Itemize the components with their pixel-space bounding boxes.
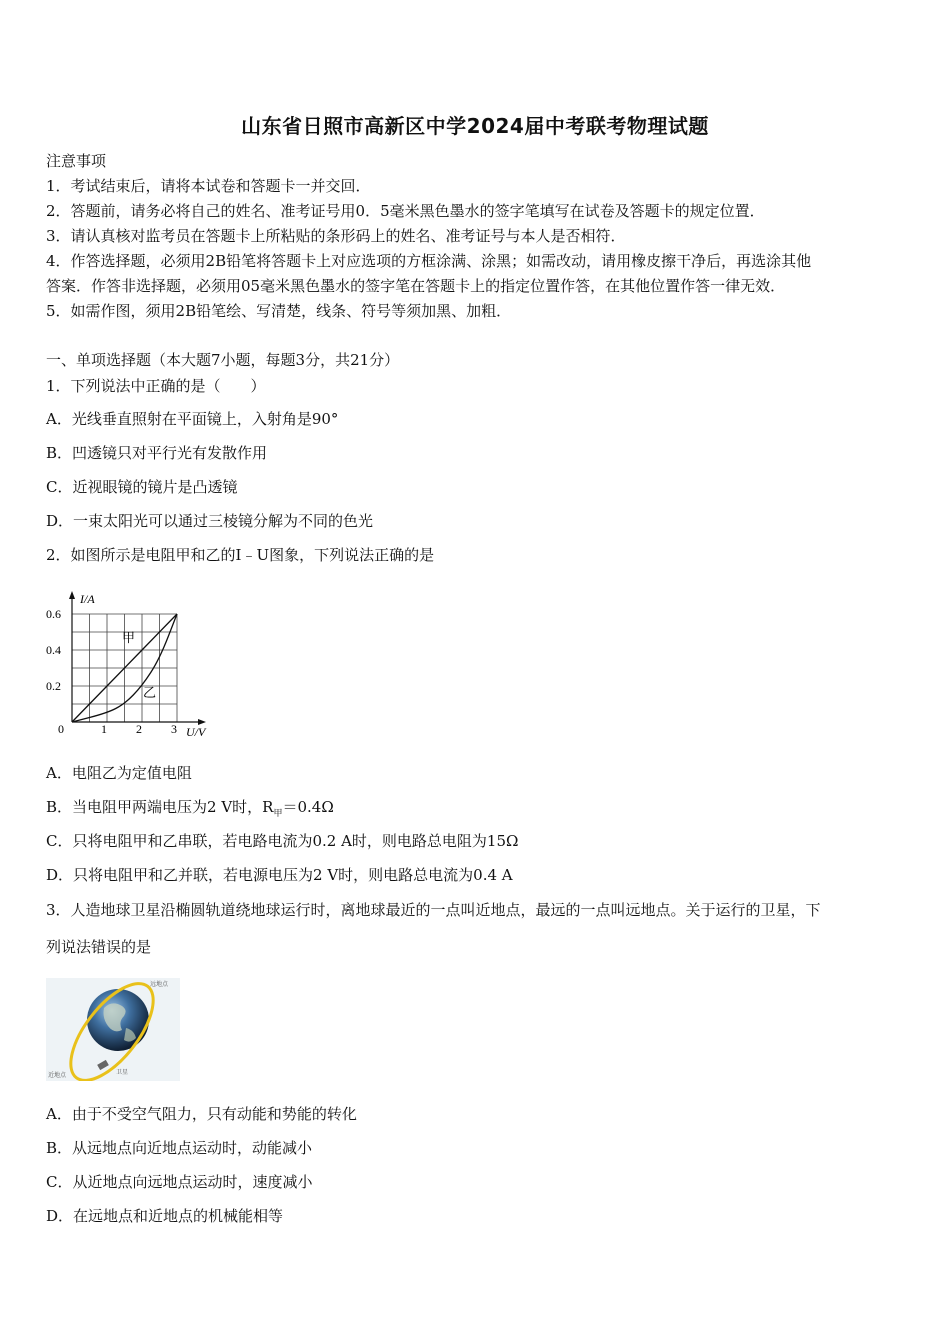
question-2-option-d: D．只将电阻甲和乙并联，若电源电压为2 V时，则电路总电流为0.4 A — [46, 866, 513, 884]
satellite-label: 卫星 — [116, 1070, 129, 1076]
question-2-option-a: A．电阻乙为定值电阻 — [46, 764, 192, 782]
series-yi-label: 乙 — [143, 685, 157, 700]
x-axis-label: U/V — [186, 725, 206, 739]
question-3-stem: 3．人造地球卫星沿椭圆轨道绕地球运行时，离地球最近的一点叫近地点，最远的一点叫远地点。关于运行的卫星，下 — [46, 901, 821, 919]
question-2-option-b — [46, 797, 334, 824]
question-3-option-b: B．从远地点向近地点运动时，动能减小 — [46, 1139, 313, 1157]
option-b-tail: ＝0.4Ω — [282, 798, 334, 816]
question-3-stem-cont: 列说法错误的是 — [46, 938, 152, 956]
x-tick-label: 0 — [58, 722, 64, 736]
question-1-stem: 1．下列说法中正确的是（ ） — [46, 377, 266, 395]
far-point-label: 远地点 — [150, 982, 169, 988]
notice-item: 3．请认真核对监考员在答题卡上所粘贴的条形码上的姓名、准考证号与本人是否相符． — [46, 227, 626, 245]
question-2-stem: 2．如图所示是电阻甲和乙的I﹣U图象，下列说法正确的是 — [46, 546, 435, 564]
iu-graph — [40, 588, 220, 740]
question-3-option-c: C．从近地点向远地点运动时，速度减小 — [46, 1173, 313, 1191]
notice-item: 5．如需作图，须用2B铅笔绘、写清楚，线条、符号等须加黑、加粗． — [46, 302, 512, 320]
x-tick-label: 3 — [171, 722, 177, 736]
notice-heading: 注意事项 — [46, 152, 107, 170]
satellite-orbit-figure — [46, 978, 180, 1081]
x-tick-label: 1 — [101, 722, 107, 736]
y-tick-label: 0.6 — [46, 607, 61, 621]
question-3-option-d: D．在远地点和近地点的机械能相等 — [46, 1207, 284, 1225]
question-3-option-a: A．由于不受空气阻力，只有动能和势能的转化 — [46, 1105, 357, 1123]
y-tick-label: 0.4 — [46, 643, 61, 657]
y-axis-arrow — [69, 591, 75, 599]
option-b-text: B．当电阻甲两端电压为2 V时，R — [46, 798, 274, 816]
question-1-option-d: D．一束太阳光可以通过三棱镜分解为不同的色光 — [46, 512, 374, 530]
section-heading: 一、单项选择题（本大题7小题，每题3分，共21分） — [46, 351, 400, 369]
question-2-option-c: C．只将电阻甲和乙串联，若电路电流为0.2 A时，则电路总电阻为15Ω — [46, 832, 519, 850]
option-b-subscript: 甲 — [273, 809, 283, 819]
notice-item: 2．答题前，请务必将自己的姓名、准考证号用0．5毫米黑色墨水的签字笔填写在试卷及答题卡的规定位置． — [46, 202, 765, 220]
question-1-option-c: C．近视眼镜的镜片是凸透镜 — [46, 478, 238, 496]
notice-item: 4．作答选择题，必须用2B铅笔将答题卡上对应选项的方框涂满、涂黑；如需改动，请用橡皮擦干净后，再选涂其他 — [46, 252, 812, 270]
y-tick-label: 0.2 — [46, 679, 61, 693]
question-1-option-a: A．光线垂直照射在平面镜上，入射角是90° — [46, 410, 339, 428]
series-jia-label: 甲 — [122, 630, 136, 645]
x-tick-label: 2 — [136, 722, 142, 736]
question-1-option-b: B．凹透镜只对平行光有发散作用 — [46, 444, 268, 462]
notice-item: 1．考试结束后，请将本试卷和答题卡一并交回． — [46, 177, 371, 195]
near-point-label: 近地点 — [48, 1073, 67, 1079]
notice-item: 答案．作答非选择题，必须用05毫米黑色墨水的签字笔在答题卡上的指定位置作答，在其他位置作答一律无效． — [46, 277, 786, 295]
page-title: 山东省日照市高新区中学2024届中考联考物理试题 — [241, 114, 709, 138]
y-axis-label: I/A — [80, 592, 95, 606]
